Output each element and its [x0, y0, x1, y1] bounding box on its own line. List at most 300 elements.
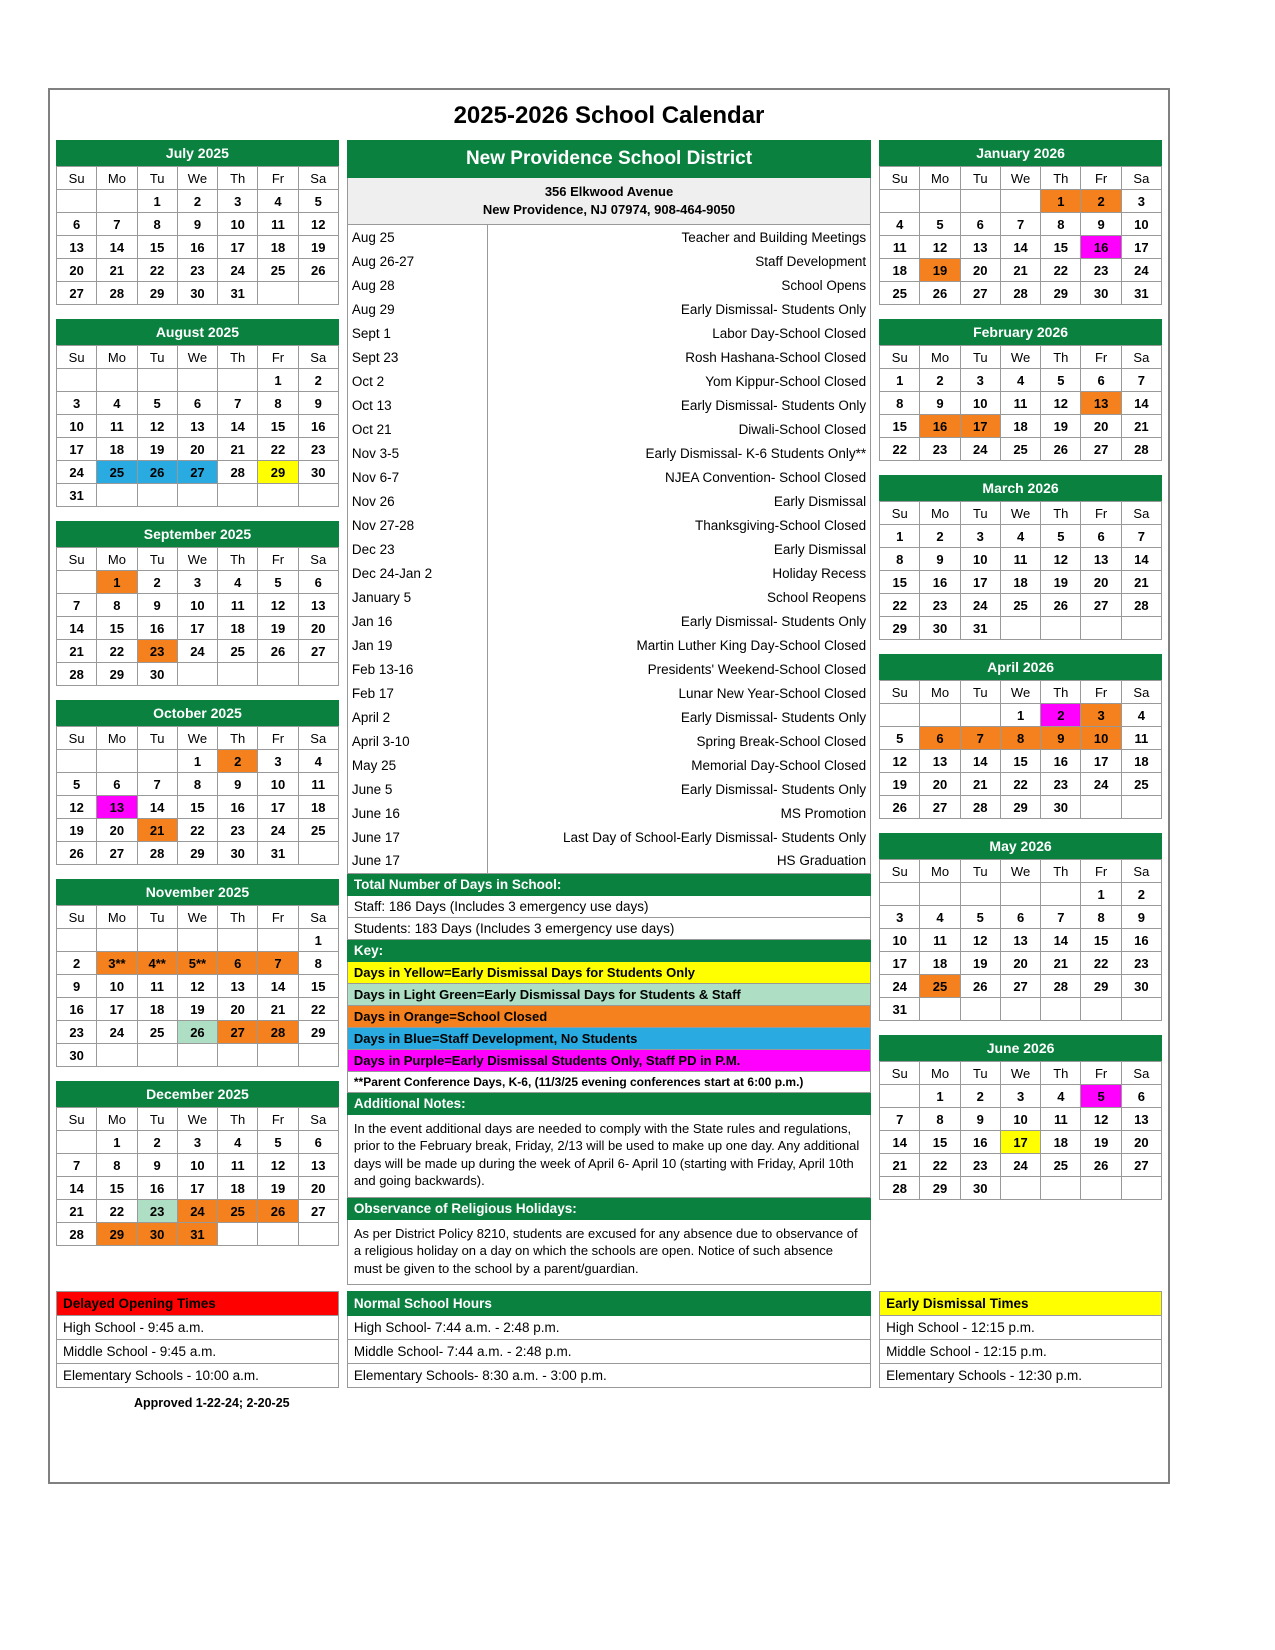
day-cell[interactable]: 21: [1041, 952, 1081, 975]
day-cell[interactable]: 6: [1081, 369, 1121, 392]
day-cell[interactable]: 16: [137, 1177, 177, 1200]
day-cell[interactable]: 23: [1041, 773, 1081, 796]
day-cell[interactable]: 17: [960, 571, 1000, 594]
day-cell[interactable]: 18: [298, 796, 338, 819]
day-cell[interactable]: 23: [137, 1200, 177, 1223]
day-cell[interactable]: 8: [177, 773, 217, 796]
day-cell[interactable]: 17: [880, 952, 920, 975]
day-cell[interactable]: 12: [1041, 392, 1081, 415]
day-cell[interactable]: 17: [1081, 750, 1121, 773]
day-cell[interactable]: 1: [137, 190, 177, 213]
day-cell[interactable]: 8: [920, 1108, 960, 1131]
day-cell[interactable]: 20: [177, 438, 217, 461]
day-cell[interactable]: 11: [1121, 727, 1161, 750]
day-cell[interactable]: 28: [1041, 975, 1081, 998]
day-cell[interactable]: 11: [218, 1154, 258, 1177]
day-cell[interactable]: 29: [1081, 975, 1121, 998]
day-cell[interactable]: 16: [920, 415, 960, 438]
day-cell[interactable]: 14: [218, 415, 258, 438]
day-cell[interactable]: 7: [1121, 369, 1161, 392]
day-cell[interactable]: 31: [960, 617, 1000, 640]
day-cell[interactable]: 15: [97, 617, 137, 640]
day-cell[interactable]: 11: [258, 213, 298, 236]
day-cell[interactable]: 20: [1081, 415, 1121, 438]
day-cell[interactable]: 20: [218, 998, 258, 1021]
day-cell[interactable]: 27: [218, 1021, 258, 1044]
day-cell[interactable]: 25: [1121, 773, 1161, 796]
day-cell[interactable]: 30: [920, 617, 960, 640]
day-cell[interactable]: 30: [57, 1044, 97, 1067]
day-cell[interactable]: 22: [137, 259, 177, 282]
day-cell[interactable]: 13: [1000, 929, 1040, 952]
day-cell[interactable]: 11: [97, 415, 137, 438]
day-cell[interactable]: 27: [57, 282, 97, 305]
day-cell[interactable]: 7: [960, 727, 1000, 750]
day-cell[interactable]: 4: [920, 906, 960, 929]
day-cell[interactable]: 23: [177, 259, 217, 282]
day-cell[interactable]: 4: [1041, 1085, 1081, 1108]
day-cell[interactable]: 19: [920, 259, 960, 282]
day-cell[interactable]: 16: [177, 236, 217, 259]
day-cell[interactable]: 27: [1000, 975, 1040, 998]
day-cell[interactable]: 29: [97, 1223, 137, 1246]
day-cell[interactable]: 29: [1000, 796, 1040, 819]
day-cell[interactable]: 19: [298, 236, 338, 259]
day-cell[interactable]: 11: [298, 773, 338, 796]
day-cell[interactable]: 14: [1041, 929, 1081, 952]
day-cell[interactable]: 6: [97, 773, 137, 796]
day-cell[interactable]: 13: [97, 796, 137, 819]
day-cell[interactable]: 18: [1041, 1131, 1081, 1154]
day-cell[interactable]: 10: [97, 975, 137, 998]
day-cell[interactable]: 28: [1000, 282, 1040, 305]
day-cell[interactable]: 7: [57, 1154, 97, 1177]
day-cell[interactable]: 15: [880, 571, 920, 594]
day-cell[interactable]: 28: [258, 1021, 298, 1044]
day-cell[interactable]: 22: [97, 640, 137, 663]
day-cell[interactable]: 13: [1081, 548, 1121, 571]
day-cell[interactable]: 4: [1000, 369, 1040, 392]
day-cell[interactable]: 3**: [97, 952, 137, 975]
day-cell[interactable]: 18: [1121, 750, 1161, 773]
day-cell[interactable]: 25: [137, 1021, 177, 1044]
day-cell[interactable]: 30: [1081, 282, 1121, 305]
day-cell[interactable]: 25: [258, 259, 298, 282]
day-cell[interactable]: 6: [57, 213, 97, 236]
day-cell[interactable]: 7: [880, 1108, 920, 1131]
day-cell[interactable]: 26: [1081, 1154, 1121, 1177]
day-cell[interactable]: 13: [1081, 392, 1121, 415]
day-cell[interactable]: 26: [177, 1021, 217, 1044]
day-cell[interactable]: 12: [258, 594, 298, 617]
day-cell[interactable]: 17: [97, 998, 137, 1021]
day-cell[interactable]: 3: [1000, 1085, 1040, 1108]
day-cell[interactable]: 13: [218, 975, 258, 998]
day-cell[interactable]: 20: [960, 259, 1000, 282]
day-cell[interactable]: 18: [258, 236, 298, 259]
day-cell[interactable]: 19: [1041, 415, 1081, 438]
day-cell[interactable]: 17: [1121, 236, 1161, 259]
day-cell[interactable]: 19: [960, 952, 1000, 975]
day-cell[interactable]: 26: [57, 842, 97, 865]
day-cell[interactable]: 29: [258, 461, 298, 484]
day-cell[interactable]: 18: [137, 998, 177, 1021]
day-cell[interactable]: 24: [880, 975, 920, 998]
day-cell[interactable]: 29: [1041, 282, 1081, 305]
day-cell[interactable]: 22: [1000, 773, 1040, 796]
day-cell[interactable]: 5: [258, 1131, 298, 1154]
day-cell[interactable]: 23: [960, 1154, 1000, 1177]
day-cell[interactable]: 6: [1081, 525, 1121, 548]
day-cell[interactable]: 18: [1000, 571, 1040, 594]
day-cell[interactable]: 28: [1121, 594, 1161, 617]
day-cell[interactable]: 2: [177, 190, 217, 213]
day-cell[interactable]: 2: [137, 571, 177, 594]
day-cell[interactable]: 19: [137, 438, 177, 461]
day-cell[interactable]: 17: [258, 796, 298, 819]
day-cell[interactable]: 27: [177, 461, 217, 484]
day-cell[interactable]: 4: [1121, 704, 1161, 727]
day-cell[interactable]: 12: [880, 750, 920, 773]
day-cell[interactable]: 16: [137, 617, 177, 640]
day-cell[interactable]: 8: [298, 952, 338, 975]
day-cell[interactable]: 24: [960, 594, 1000, 617]
day-cell[interactable]: 11: [218, 594, 258, 617]
day-cell[interactable]: 4: [218, 571, 258, 594]
day-cell[interactable]: 4: [1000, 525, 1040, 548]
day-cell[interactable]: 5**: [177, 952, 217, 975]
day-cell[interactable]: 1: [258, 369, 298, 392]
day-cell[interactable]: 5: [137, 392, 177, 415]
day-cell[interactable]: 15: [1041, 236, 1081, 259]
day-cell[interactable]: 13: [298, 594, 338, 617]
day-cell[interactable]: 2: [1121, 883, 1161, 906]
day-cell[interactable]: 4**: [137, 952, 177, 975]
day-cell[interactable]: 24: [1000, 1154, 1040, 1177]
day-cell[interactable]: 21: [1000, 259, 1040, 282]
day-cell[interactable]: 16: [1081, 236, 1121, 259]
day-cell[interactable]: 26: [960, 975, 1000, 998]
day-cell[interactable]: 24: [1121, 259, 1161, 282]
day-cell[interactable]: 29: [137, 282, 177, 305]
day-cell[interactable]: 23: [1081, 259, 1121, 282]
day-cell[interactable]: 19: [1041, 571, 1081, 594]
day-cell[interactable]: 12: [920, 236, 960, 259]
day-cell[interactable]: 15: [258, 415, 298, 438]
day-cell[interactable]: 2: [920, 525, 960, 548]
day-cell[interactable]: 22: [1081, 952, 1121, 975]
day-cell[interactable]: 13: [298, 1154, 338, 1177]
day-cell[interactable]: 26: [298, 259, 338, 282]
day-cell[interactable]: 3: [1081, 704, 1121, 727]
day-cell[interactable]: 16: [960, 1131, 1000, 1154]
day-cell[interactable]: 6: [920, 727, 960, 750]
day-cell[interactable]: 9: [137, 594, 177, 617]
day-cell[interactable]: 10: [177, 1154, 217, 1177]
day-cell[interactable]: 28: [218, 461, 258, 484]
day-cell[interactable]: 30: [960, 1177, 1000, 1200]
day-cell[interactable]: 14: [57, 1177, 97, 1200]
day-cell[interactable]: 26: [1041, 594, 1081, 617]
day-cell[interactable]: 14: [960, 750, 1000, 773]
day-cell[interactable]: 15: [880, 415, 920, 438]
day-cell[interactable]: 25: [218, 1200, 258, 1223]
day-cell[interactable]: 26: [1041, 438, 1081, 461]
day-cell[interactable]: 27: [97, 842, 137, 865]
day-cell[interactable]: 4: [97, 392, 137, 415]
day-cell[interactable]: 12: [1041, 548, 1081, 571]
day-cell[interactable]: 17: [177, 1177, 217, 1200]
day-cell[interactable]: 21: [1121, 571, 1161, 594]
day-cell[interactable]: 26: [880, 796, 920, 819]
day-cell[interactable]: 29: [298, 1021, 338, 1044]
day-cell[interactable]: 5: [880, 727, 920, 750]
day-cell[interactable]: 1: [1081, 883, 1121, 906]
day-cell[interactable]: 9: [218, 773, 258, 796]
day-cell[interactable]: 12: [177, 975, 217, 998]
day-cell[interactable]: 11: [137, 975, 177, 998]
day-cell[interactable]: 24: [177, 1200, 217, 1223]
day-cell[interactable]: 24: [177, 640, 217, 663]
day-cell[interactable]: 18: [218, 617, 258, 640]
day-cell[interactable]: 25: [298, 819, 338, 842]
day-cell[interactable]: 28: [137, 842, 177, 865]
day-cell[interactable]: 26: [258, 1200, 298, 1223]
day-cell[interactable]: 15: [137, 236, 177, 259]
day-cell[interactable]: 22: [298, 998, 338, 1021]
day-cell[interactable]: 27: [1081, 438, 1121, 461]
day-cell[interactable]: 1: [1041, 190, 1081, 213]
day-cell[interactable]: 10: [960, 392, 1000, 415]
day-cell[interactable]: 15: [1081, 929, 1121, 952]
day-cell[interactable]: 5: [1081, 1085, 1121, 1108]
day-cell[interactable]: 6: [1121, 1085, 1161, 1108]
day-cell[interactable]: 5: [298, 190, 338, 213]
day-cell[interactable]: 4: [258, 190, 298, 213]
day-cell[interactable]: 13: [960, 236, 1000, 259]
day-cell[interactable]: 2: [1041, 704, 1081, 727]
day-cell[interactable]: 4: [880, 213, 920, 236]
day-cell[interactable]: 31: [880, 998, 920, 1021]
day-cell[interactable]: 12: [1081, 1108, 1121, 1131]
day-cell[interactable]: 11: [920, 929, 960, 952]
day-cell[interactable]: 14: [137, 796, 177, 819]
day-cell[interactable]: 20: [97, 819, 137, 842]
day-cell[interactable]: 23: [920, 594, 960, 617]
day-cell[interactable]: 8: [258, 392, 298, 415]
day-cell[interactable]: 27: [920, 796, 960, 819]
day-cell[interactable]: 16: [298, 415, 338, 438]
day-cell[interactable]: 13: [920, 750, 960, 773]
day-cell[interactable]: 27: [298, 640, 338, 663]
day-cell[interactable]: 18: [218, 1177, 258, 1200]
day-cell[interactable]: 2: [1081, 190, 1121, 213]
day-cell[interactable]: 7: [1041, 906, 1081, 929]
day-cell[interactable]: 24: [960, 438, 1000, 461]
day-cell[interactable]: 1: [880, 369, 920, 392]
day-cell[interactable]: 19: [880, 773, 920, 796]
day-cell[interactable]: 29: [920, 1177, 960, 1200]
day-cell[interactable]: 30: [1121, 975, 1161, 998]
day-cell[interactable]: 2: [218, 750, 258, 773]
day-cell[interactable]: 1: [177, 750, 217, 773]
day-cell[interactable]: 31: [57, 484, 97, 507]
day-cell[interactable]: 13: [1121, 1108, 1161, 1131]
day-cell[interactable]: 14: [880, 1131, 920, 1154]
day-cell[interactable]: 22: [880, 594, 920, 617]
day-cell[interactable]: 23: [1121, 952, 1161, 975]
day-cell[interactable]: 17: [960, 415, 1000, 438]
day-cell[interactable]: 25: [920, 975, 960, 998]
day-cell[interactable]: 16: [1041, 750, 1081, 773]
day-cell[interactable]: 2: [960, 1085, 1000, 1108]
day-cell[interactable]: 10: [218, 213, 258, 236]
day-cell[interactable]: 10: [258, 773, 298, 796]
day-cell[interactable]: 8: [137, 213, 177, 236]
day-cell[interactable]: 22: [97, 1200, 137, 1223]
day-cell[interactable]: 21: [880, 1154, 920, 1177]
day-cell[interactable]: 16: [218, 796, 258, 819]
day-cell[interactable]: 28: [960, 796, 1000, 819]
day-cell[interactable]: 14: [1000, 236, 1040, 259]
day-cell[interactable]: 8: [880, 548, 920, 571]
day-cell[interactable]: 13: [177, 415, 217, 438]
day-cell[interactable]: 8: [1041, 213, 1081, 236]
day-cell[interactable]: 19: [1081, 1131, 1121, 1154]
day-cell[interactable]: 25: [97, 461, 137, 484]
day-cell[interactable]: 5: [57, 773, 97, 796]
day-cell[interactable]: 9: [57, 975, 97, 998]
day-cell[interactable]: 22: [920, 1154, 960, 1177]
day-cell[interactable]: 16: [57, 998, 97, 1021]
day-cell[interactable]: 7: [1000, 213, 1040, 236]
day-cell[interactable]: 7: [218, 392, 258, 415]
day-cell[interactable]: 15: [920, 1131, 960, 1154]
day-cell[interactable]: 7: [258, 952, 298, 975]
day-cell[interactable]: 17: [177, 617, 217, 640]
day-cell[interactable]: 12: [298, 213, 338, 236]
day-cell[interactable]: 10: [177, 594, 217, 617]
day-cell[interactable]: 23: [298, 438, 338, 461]
day-cell[interactable]: 3: [960, 525, 1000, 548]
day-cell[interactable]: 14: [1121, 392, 1161, 415]
day-cell[interactable]: 8: [97, 1154, 137, 1177]
day-cell[interactable]: 12: [960, 929, 1000, 952]
day-cell[interactable]: 23: [137, 640, 177, 663]
day-cell[interactable]: 3: [57, 392, 97, 415]
day-cell[interactable]: 10: [1000, 1108, 1040, 1131]
day-cell[interactable]: 14: [97, 236, 137, 259]
day-cell[interactable]: 25: [1000, 594, 1040, 617]
day-cell[interactable]: 10: [57, 415, 97, 438]
day-cell[interactable]: 13: [57, 236, 97, 259]
day-cell[interactable]: 2: [298, 369, 338, 392]
day-cell[interactable]: 5: [920, 213, 960, 236]
day-cell[interactable]: 27: [298, 1200, 338, 1223]
day-cell[interactable]: 7: [57, 594, 97, 617]
day-cell[interactable]: 30: [177, 282, 217, 305]
day-cell[interactable]: 23: [218, 819, 258, 842]
day-cell[interactable]: 31: [1121, 282, 1161, 305]
day-cell[interactable]: 3: [177, 1131, 217, 1154]
day-cell[interactable]: 1: [97, 571, 137, 594]
day-cell[interactable]: 24: [57, 461, 97, 484]
day-cell[interactable]: 21: [97, 259, 137, 282]
day-cell[interactable]: 2: [137, 1131, 177, 1154]
day-cell[interactable]: 1: [1000, 704, 1040, 727]
day-cell[interactable]: 9: [298, 392, 338, 415]
day-cell[interactable]: 29: [177, 842, 217, 865]
day-cell[interactable]: 7: [1121, 525, 1161, 548]
day-cell[interactable]: 6: [298, 1131, 338, 1154]
day-cell[interactable]: 6: [218, 952, 258, 975]
day-cell[interactable]: 5: [1041, 525, 1081, 548]
day-cell[interactable]: 20: [57, 259, 97, 282]
day-cell[interactable]: 28: [57, 1223, 97, 1246]
day-cell[interactable]: 19: [258, 1177, 298, 1200]
day-cell[interactable]: 26: [258, 640, 298, 663]
day-cell[interactable]: 30: [137, 1223, 177, 1246]
day-cell[interactable]: 18: [880, 259, 920, 282]
day-cell[interactable]: 5: [960, 906, 1000, 929]
day-cell[interactable]: 10: [960, 548, 1000, 571]
day-cell[interactable]: 15: [97, 1177, 137, 1200]
day-cell[interactable]: 17: [57, 438, 97, 461]
day-cell[interactable]: 19: [57, 819, 97, 842]
day-cell[interactable]: 1: [97, 1131, 137, 1154]
day-cell[interactable]: 20: [298, 617, 338, 640]
day-cell[interactable]: 19: [177, 998, 217, 1021]
day-cell[interactable]: 31: [258, 842, 298, 865]
day-cell[interactable]: 28: [880, 1177, 920, 1200]
day-cell[interactable]: 9: [1081, 213, 1121, 236]
day-cell[interactable]: 5: [258, 571, 298, 594]
day-cell[interactable]: 20: [1000, 952, 1040, 975]
day-cell[interactable]: 20: [1081, 571, 1121, 594]
day-cell[interactable]: 27: [960, 282, 1000, 305]
day-cell[interactable]: 23: [920, 438, 960, 461]
day-cell[interactable]: 24: [218, 259, 258, 282]
day-cell[interactable]: 7: [97, 213, 137, 236]
day-cell[interactable]: 3: [1121, 190, 1161, 213]
day-cell[interactable]: 22: [880, 438, 920, 461]
day-cell[interactable]: 11: [880, 236, 920, 259]
day-cell[interactable]: 1: [920, 1085, 960, 1108]
day-cell[interactable]: 18: [920, 952, 960, 975]
day-cell[interactable]: 12: [57, 796, 97, 819]
day-cell[interactable]: 3: [258, 750, 298, 773]
day-cell[interactable]: 21: [57, 640, 97, 663]
day-cell[interactable]: 17: [218, 236, 258, 259]
day-cell[interactable]: 21: [960, 773, 1000, 796]
day-cell[interactable]: 20: [1121, 1131, 1161, 1154]
day-cell[interactable]: 16: [920, 571, 960, 594]
day-cell[interactable]: 9: [1041, 727, 1081, 750]
day-cell[interactable]: 25: [1000, 438, 1040, 461]
day-cell[interactable]: 31: [177, 1223, 217, 1246]
day-cell[interactable]: 6: [298, 571, 338, 594]
day-cell[interactable]: 21: [1121, 415, 1161, 438]
day-cell[interactable]: 15: [177, 796, 217, 819]
day-cell[interactable]: 27: [1081, 594, 1121, 617]
day-cell[interactable]: 28: [57, 663, 97, 686]
day-cell[interactable]: 4: [218, 1131, 258, 1154]
day-cell[interactable]: 18: [1000, 415, 1040, 438]
day-cell[interactable]: 2: [57, 952, 97, 975]
day-cell[interactable]: 10: [1121, 213, 1161, 236]
day-cell[interactable]: 17: [1000, 1131, 1040, 1154]
day-cell[interactable]: 11: [1041, 1108, 1081, 1131]
